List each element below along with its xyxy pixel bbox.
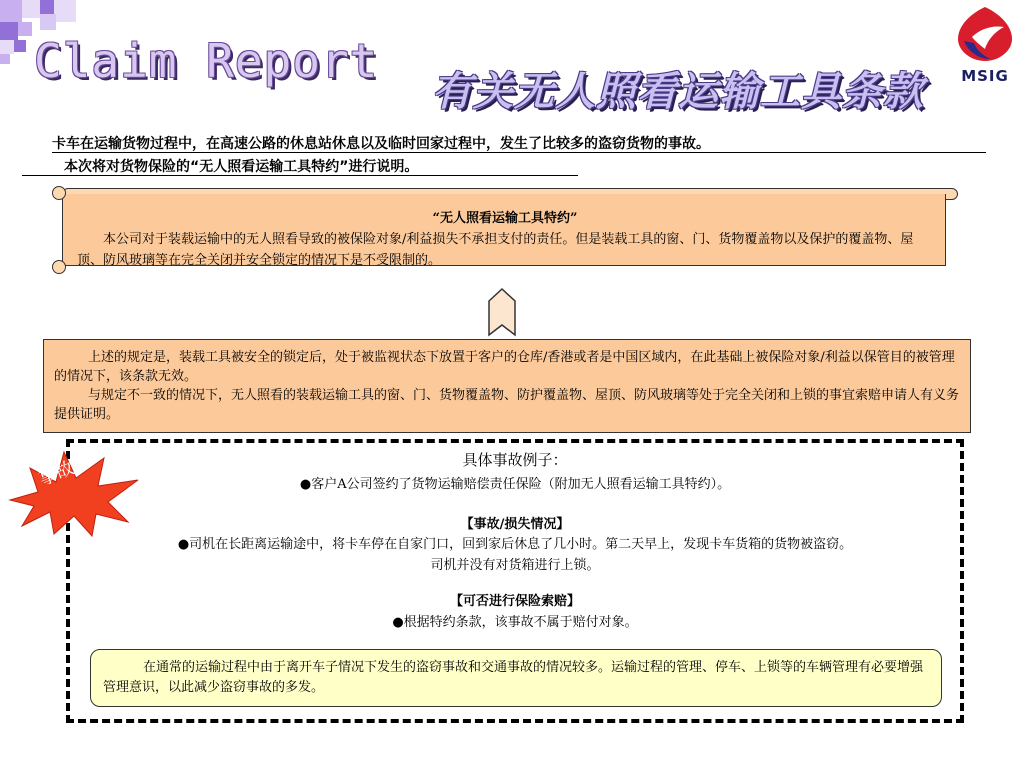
claim-report-title: Claim Report bbox=[34, 34, 379, 88]
case-bullet-2: ●司机在长距离运输途中，将卡车停在自家门口，回到家后休息了几小时。第二天早上，发现卡车货箱的货物被盗窃。 bbox=[177, 537, 853, 552]
intro-line-2: 本次将对货物保险的“无人照看运输工具特约”进行说明。 bbox=[64, 159, 419, 175]
page-title: 有关无人照看运输工具条款 bbox=[432, 69, 924, 115]
case-title: 具体事故例子： bbox=[462, 451, 568, 469]
clause-body: 本公司对于装载运输中的无人照看导致的被保险对象/利益损失不承担支付的责任。但是装载工具的窗、门、货物覆盖物以及保护的覆盖物、屋顶、防风玻璃等在完全关闭并安全锁定的情况下是不受限制的。 bbox=[77, 232, 914, 268]
starburst-icon bbox=[0, 430, 150, 540]
explanation-box bbox=[43, 339, 971, 433]
note-body: 在通常的运输过程中由于离开车子情况下发生的盗窃事故和交通事故的情况较多。运输过程的管理、停车、上锁等的车辆管理有必要增强管理意识，以此减少盗窃事故的多发。 bbox=[103, 660, 924, 695]
msig-logo-icon bbox=[952, 5, 1018, 67]
scroll-curl-bottom bbox=[52, 260, 66, 274]
intro-line-1: 卡车在运输货物过程中，在高速公路的休息站休息以及临时回家过程中，发生了比较多的盗窃货物的事故。 bbox=[52, 136, 710, 152]
intro-underline-2 bbox=[22, 175, 578, 176]
case-bullet-2-continued: 司机并没有对货箱进行上锁。 bbox=[430, 558, 600, 573]
logo-text: MSIG bbox=[961, 67, 1009, 85]
scroll-curl-top bbox=[52, 186, 66, 200]
clause-box bbox=[62, 194, 946, 266]
clause-scroll bbox=[52, 188, 958, 278]
case-bullet-1: ●客户A公司签约了货物运输赔偿责任保险（附加无人照看运输工具特约）。 bbox=[299, 477, 731, 492]
section-heading-loss: 【事故/损失情况】 bbox=[460, 517, 570, 532]
clause-heading: “无人照看运输工具特约” bbox=[432, 211, 578, 226]
explanation-paragraph-2: 与规定不一致的情况下，无人照看的装载运输工具的窗、门、货物覆盖物、防护覆盖物、屋顶、防风玻璃等处于完全关闭和上锁的事宜索赔申请人有义务提供证明。 bbox=[54, 388, 960, 422]
intro-underline-1 bbox=[52, 152, 986, 153]
explanation-paragraph-1: 上述的规定是，装载工具被安全的锁定后，处于被监视状态下放置于客户的仓库/香港或者是中国区域内，在此基础上被保险对象/利益以保管目的被管理的情况下，该条款无效。 bbox=[54, 350, 955, 384]
msig-logo bbox=[952, 5, 1018, 95]
up-arrow-icon bbox=[487, 287, 517, 337]
case-bullet-3: ●根据特约条款，该事故不属于赔付对象。 bbox=[392, 615, 638, 630]
note-box bbox=[90, 649, 942, 707]
section-heading-claim: 【可否进行保险索赔】 bbox=[449, 594, 580, 609]
accident-badge: 事故! bbox=[36, 454, 85, 491]
